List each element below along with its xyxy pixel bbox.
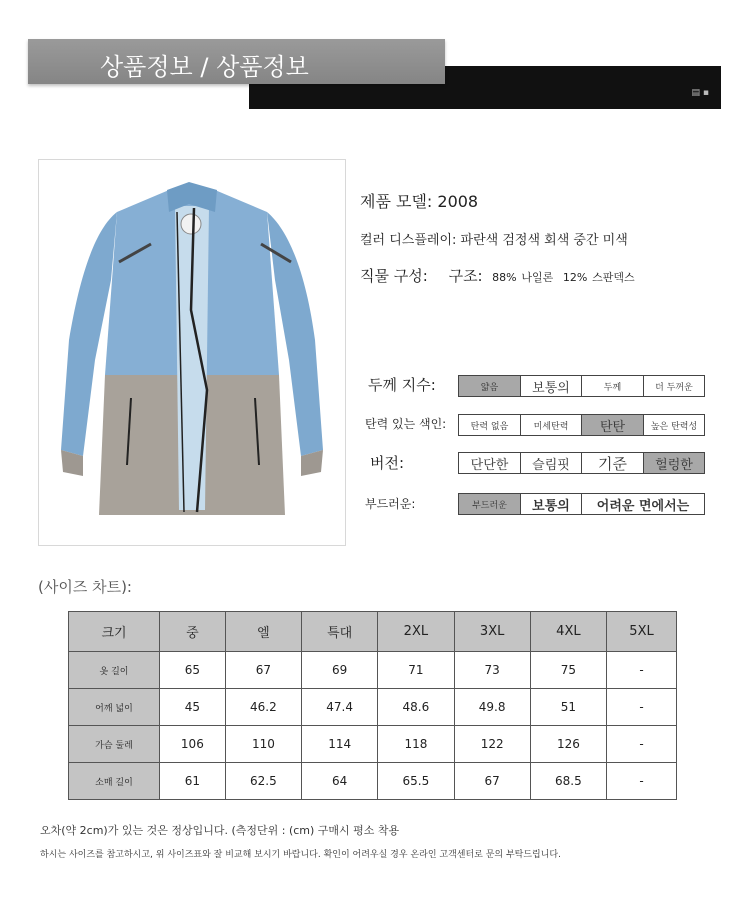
- table-cell: -: [607, 726, 677, 763]
- fabric-structure: 구조:: [448, 267, 483, 285]
- size-header: 3XL: [454, 612, 530, 652]
- table-cell: 45: [160, 689, 226, 726]
- table-cell: 114: [302, 726, 378, 763]
- table-cell: -: [607, 652, 677, 689]
- product-model: 제품 모델: 2008: [360, 192, 479, 211]
- elasticity-option: 높은 탄력성: [644, 415, 704, 435]
- fit-option: 헐렁한: [644, 453, 704, 473]
- elasticity-option: 미세탄력: [521, 415, 582, 435]
- softness-option: 부드러운: [459, 494, 521, 514]
- table-cell: 75: [530, 652, 606, 689]
- fabric-mat1: 나일론: [521, 271, 554, 284]
- thickness-label: 두께 지수:: [368, 376, 436, 394]
- table-cell: 126: [530, 726, 606, 763]
- fit-option: 기준: [582, 453, 644, 473]
- size-header: 5XL: [607, 612, 677, 652]
- table-cell: 69: [302, 652, 378, 689]
- table-row: [69, 763, 677, 800]
- table-row: [69, 689, 677, 726]
- fabric-composition: [360, 265, 635, 286]
- thickness-option: 얇음: [459, 376, 521, 396]
- size-header: 특대: [302, 612, 378, 652]
- thickness-option: 보통의: [521, 376, 582, 396]
- elasticity-scale: [458, 414, 705, 436]
- banner-title-bar: [28, 39, 445, 84]
- size-header: 중: [160, 612, 226, 652]
- banner-subtitle: ▤ ▪: [691, 88, 709, 98]
- table-cell: 122: [454, 726, 530, 763]
- table-cell: 67: [454, 763, 530, 800]
- row-label: 옷 길이: [69, 652, 160, 689]
- fit-label: 버전:: [370, 454, 405, 472]
- measurement-note: 오차(약 2cm)가 있는 것은 정상입니다. (측정단위 : (cm) 구매시 평소 착용: [40, 824, 400, 837]
- softness-label: 부드러운:: [365, 497, 416, 511]
- thickness-scale: [458, 375, 705, 397]
- jacket-image: [39, 160, 345, 545]
- table-cell: 118: [378, 726, 454, 763]
- table-cell: 73: [454, 652, 530, 689]
- size-header: 2XL: [378, 612, 454, 652]
- row-label: 어깨 넓이: [69, 689, 160, 726]
- thickness-option: 더 두꺼운: [644, 376, 704, 396]
- table-row: [69, 652, 677, 689]
- elasticity-option: 탄탄: [582, 415, 644, 435]
- table-cell: -: [607, 763, 677, 800]
- table-cell: 46.2: [225, 689, 301, 726]
- fit-option: 슬림핏: [521, 453, 582, 473]
- fabric-mat2: 스판덱스: [592, 271, 635, 284]
- table-row: [69, 726, 677, 763]
- fabric-label: 직물 구성:: [360, 267, 428, 285]
- fabric-pct2: 12%: [562, 271, 588, 284]
- size-header: 크기: [69, 612, 160, 652]
- table-cell: 68.5: [530, 763, 606, 800]
- table-cell: 65: [160, 652, 226, 689]
- table-cell: 67: [225, 652, 301, 689]
- elasticity-option: 탄력 없음: [459, 415, 521, 435]
- size-header-row: [69, 612, 677, 652]
- row-label: 소매 길이: [69, 763, 160, 800]
- table-cell: 49.8: [454, 689, 530, 726]
- elasticity-label: 탄력 있는 색인:: [365, 417, 447, 431]
- fabric-pct1: 88%: [492, 271, 517, 284]
- softness-option: 보통의: [521, 494, 582, 514]
- size-header: 4XL: [530, 612, 606, 652]
- table-cell: 48.6: [378, 689, 454, 726]
- table-cell: 65.5: [378, 763, 454, 800]
- page-title: 상품정보 / 상품정보: [100, 53, 309, 81]
- product-photo: [38, 159, 346, 546]
- color-display: 컬러 디스플레이: 파란색 검정색 회색 중간 미색: [360, 233, 628, 248]
- table-cell: 47.4: [302, 689, 378, 726]
- thickness-option: 두께: [582, 376, 644, 396]
- table-cell: -: [607, 689, 677, 726]
- row-label: 가슴 둘레: [69, 726, 160, 763]
- table-cell: 64: [302, 763, 378, 800]
- size-header: 엘: [225, 612, 301, 652]
- table-cell: 110: [225, 726, 301, 763]
- softness-option: 어려운 면에서는: [582, 494, 704, 514]
- fit-option: 단단한: [459, 453, 521, 473]
- size-chart-table: [68, 611, 677, 800]
- table-cell: 71: [378, 652, 454, 689]
- table-cell: 61: [160, 763, 226, 800]
- table-cell: 62.5: [225, 763, 301, 800]
- softness-scale: [458, 493, 705, 515]
- table-cell: 106: [160, 726, 226, 763]
- fit-scale: [458, 452, 705, 474]
- size-chart-heading: (사이즈 차트):: [38, 578, 132, 596]
- size-guide-note: 하시는 사이즈를 참고하시고, 위 사이즈표와 잘 비교해 보시기 바랍니다. 확인이 어려우실 경우 온라인 고객센터로 문의 부탁드립니다.: [40, 850, 561, 860]
- table-cell: 51: [530, 689, 606, 726]
